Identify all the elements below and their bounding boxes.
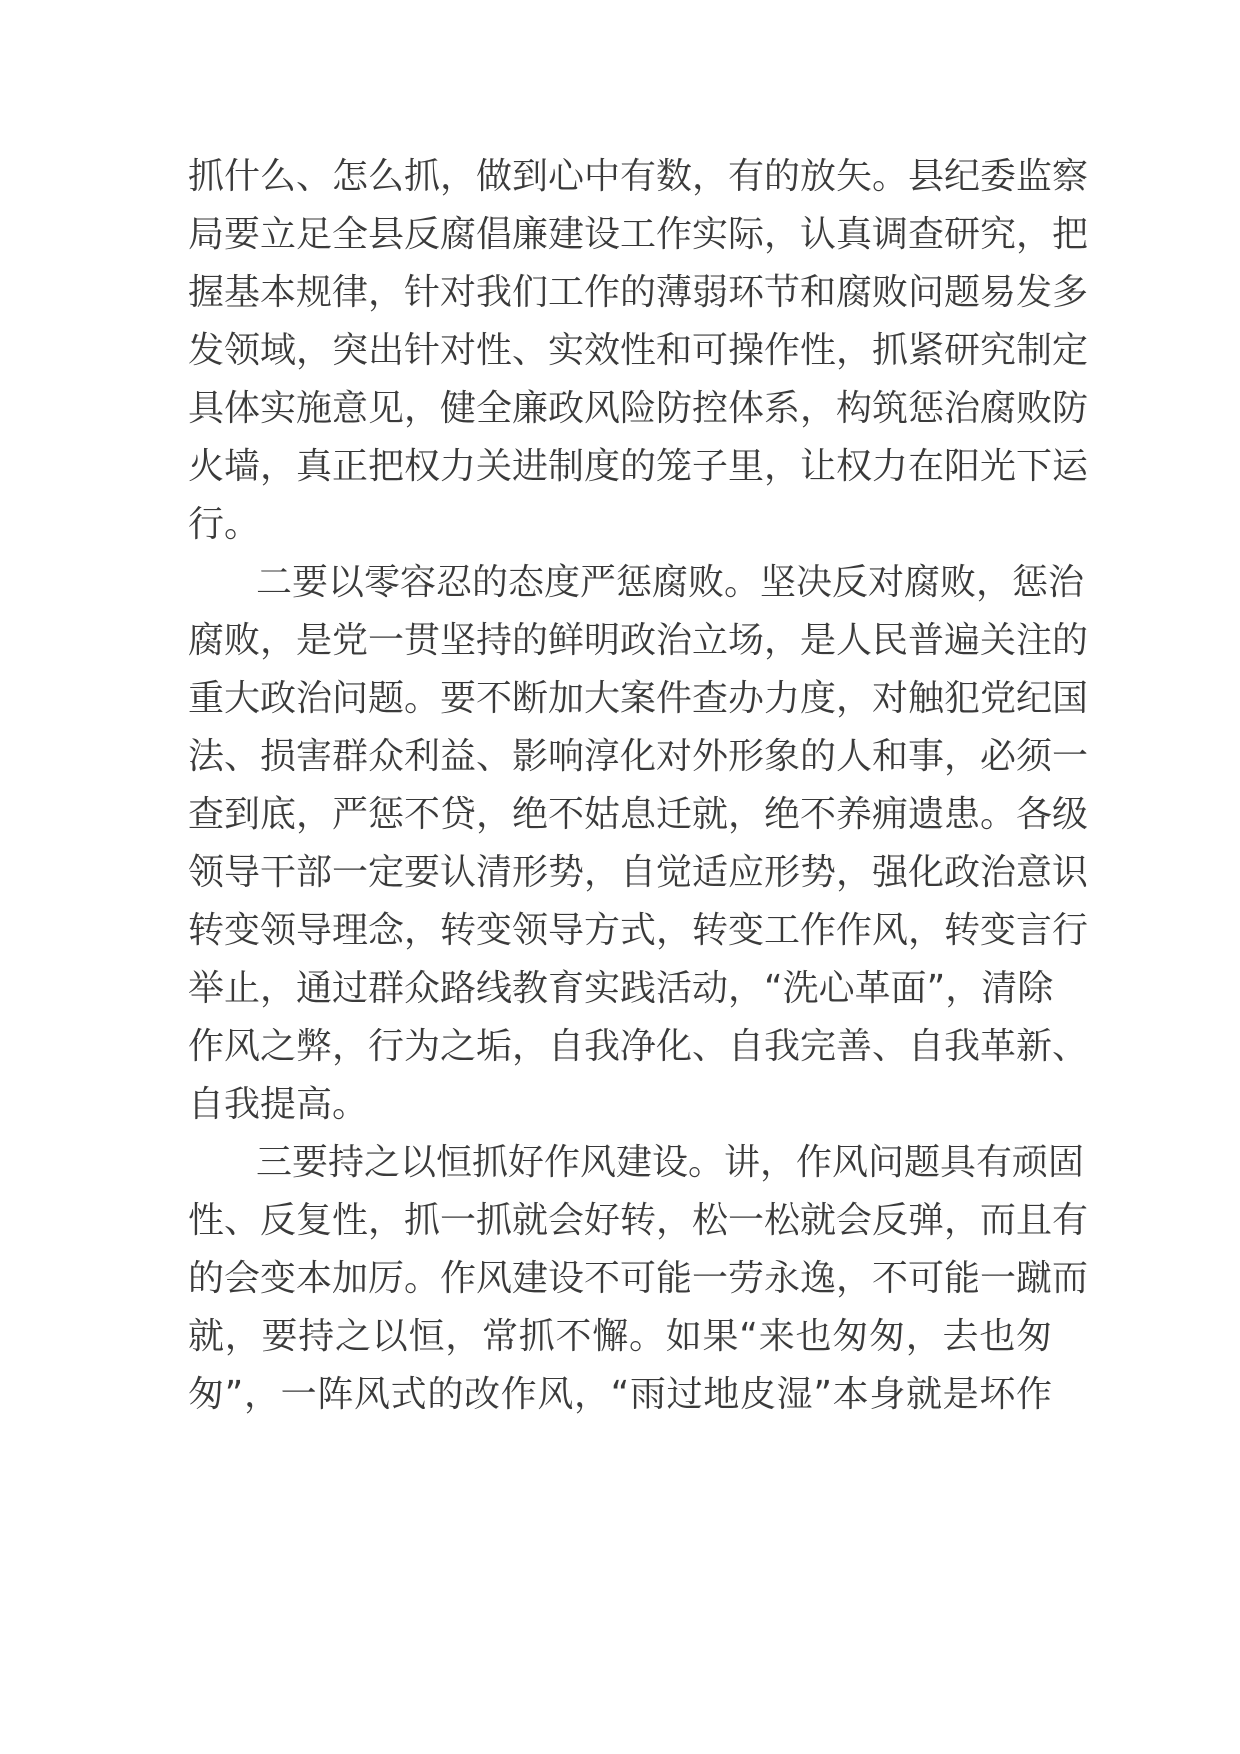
text-line: 性、反复性，抓一抓就会好转，松一松就会反弹，而且有 (188, 1200, 1089, 1241)
paragraph-first-line: 二要以零容忍的态度严惩腐败。坚决反对腐败，惩治 (256, 562, 1085, 603)
text-line: 领导干部一定要认清形势，自觉适应形势，强化政治意识 (188, 852, 1089, 893)
text-line: 局要立足全县反腐倡廉建设工作实际，认真调查研究，把 (188, 214, 1089, 255)
text-line: 腐败，是党一贯坚持的鲜明政治立场，是人民普遍关注的 (188, 620, 1089, 661)
text-line: 匆”，一阵风式的改作风，“雨过地皮湿”本身就是坏作 (188, 1374, 1052, 1415)
text-line: 发领域，突出针对性、实效性和可操作性，抓紧研究制定 (188, 330, 1089, 371)
text-line: 重大政治问题。要不断加大案件查办力度，对触犯党纪国 (188, 678, 1089, 719)
paragraph-first-line: 三要持之以恒抓好作风建设。讲，作风问题具有顽固 (256, 1142, 1085, 1183)
text-line: 转变领导理念，转变领导方式，转变工作作风，转变言行 (188, 910, 1089, 951)
text-line: 火墙，真正把权力关进制度的笼子里，让权力在阳光下运 (188, 446, 1089, 487)
text-line: 法、损害群众利益、影响淳化对外形象的人和事，必须一 (188, 736, 1089, 777)
text-line: 查到底，严惩不贷，绝不姑息迁就，绝不养痈遗患。各级 (188, 794, 1089, 835)
text-line: 具体实施意见，健全廉政风险防控体系，构筑惩治腐败防 (188, 388, 1089, 429)
text-line: 行。 (188, 504, 261, 545)
text-line: 举止，通过群众路线教育实践活动，“洗心革面”，清除 (188, 968, 1054, 1009)
text-line: 的会变本加厉。作风建设不可能一劳永逸，不可能一蹴而 (188, 1258, 1089, 1299)
text-line: 就，要持之以恒，常抓不懈。如果“来也匆匆，去也匆 (188, 1316, 1052, 1357)
text-line: 作风之弊，行为之垢，自我净化、自我完善、自我革新、 (188, 1026, 1089, 1067)
text-line: 握基本规律，针对我们工作的薄弱环节和腐败问题易发多 (188, 272, 1089, 313)
text-line: 自我提高。 (188, 1084, 369, 1125)
text-line: 抓什么、怎么抓，做到心中有数，有的放矢。县纪委监察 (188, 156, 1089, 197)
